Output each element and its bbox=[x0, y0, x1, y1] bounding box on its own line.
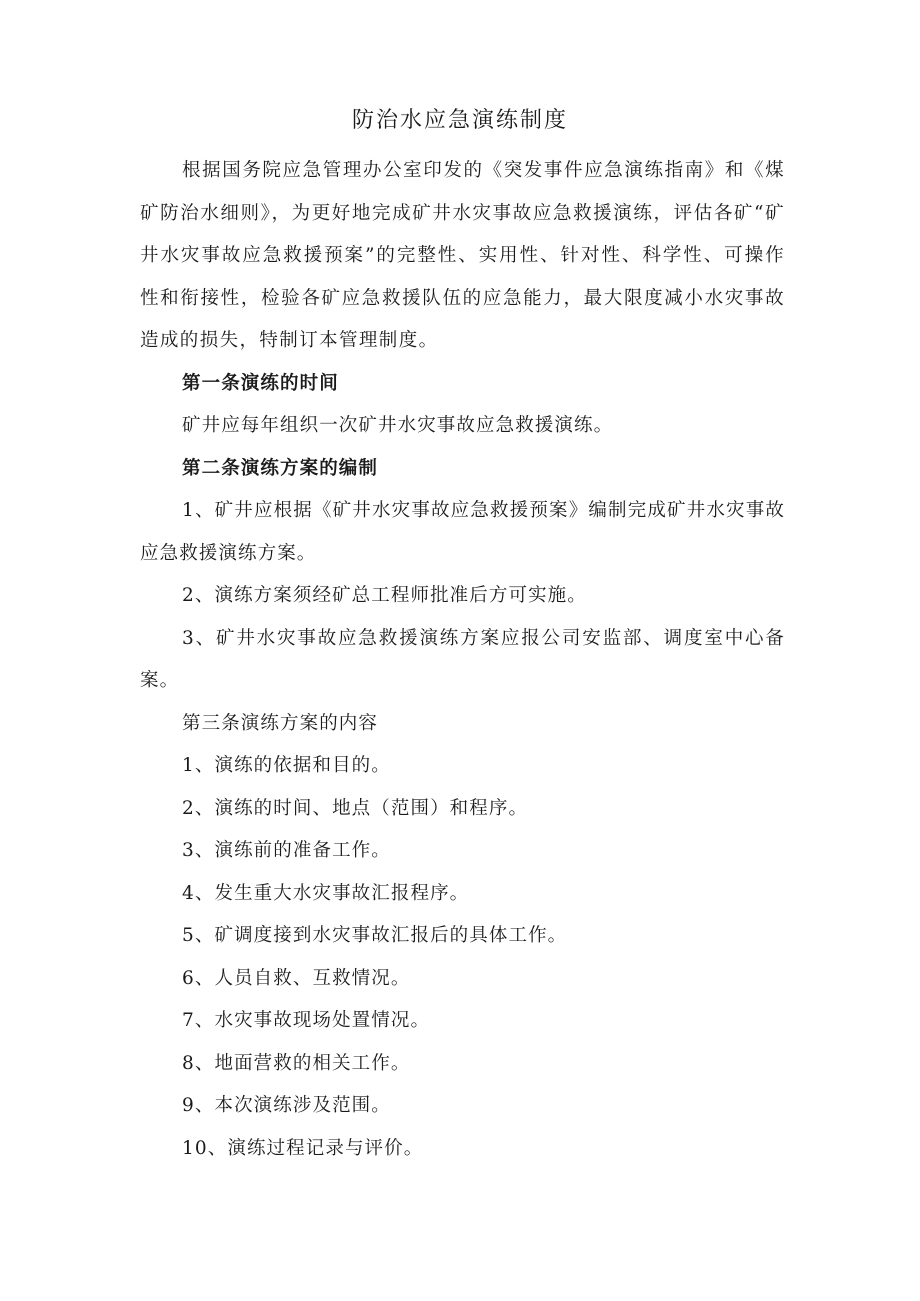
article-3-item-4: 4、发生重大水灾事故汇报程序。 bbox=[182, 882, 470, 904]
article-3-item-8: 8、地面营救的相关工作。 bbox=[182, 1052, 411, 1074]
article-3-item-7: 7、水灾事故现场处置情况。 bbox=[182, 1010, 431, 1031]
article-3-item-9: 9、本次演练涉及范围。 bbox=[182, 1095, 391, 1116]
article-3-item-10: 10、演练过程记录与评价。 bbox=[182, 1137, 424, 1159]
document-body bbox=[140, 150, 785, 1170]
article-3-item-6: 6、人员自救、互救情况。 bbox=[182, 967, 411, 989]
article-2-item-1: 1、矿井应根据《矿井水灾事故应急救援预案》编制完成矿井水灾事故应急救援演练方案。 bbox=[140, 500, 785, 564]
article-2-heading: 第二条演练方案的编制 bbox=[182, 457, 379, 479]
intro-paragraph: 根据国务院应急管理办公室印发的《突发事件应急演练指南》和《煤矿防治水细则》，为更好地完成矿井水灾事故应急救援演练，评估各矿“矿井水灾事故应急救援预案”的完整性、实用性、针对性、科学性、可操作性和衔接性，检验各矿应急救援队伍的应急能力，最大限度减小水灾事故造成的损失，特制订本管理制度。 bbox=[140, 160, 785, 351]
article-1-text: 矿井应每年组织一次矿井水灾事故应急救援演练。 bbox=[182, 415, 614, 436]
article-3-item-5: 5、矿调度接到水灾事故汇报后的具体工作。 bbox=[182, 925, 568, 946]
document-title: 防治水应急演练制度 bbox=[351, 108, 568, 133]
article-2-item-3: 3、矿井水灾事故应急救援演练方案应报公司安监部、调度室中心备案。 bbox=[140, 627, 785, 691]
article-3-item-3: 3、演练前的准备工作。 bbox=[182, 840, 391, 861]
article-2-item-2: 2、演练方案须经矿总工程师批准后方可实施。 bbox=[182, 585, 587, 606]
article-1-heading: 第一条演练的时间 bbox=[182, 372, 339, 394]
article-3-item-2: 2、演练的时间、地点（范围）和程序。 bbox=[182, 797, 529, 819]
article-3-heading: 第三条演练方案的内容 bbox=[182, 712, 379, 734]
article-3-item-1: 1、演练的依据和目的。 bbox=[182, 755, 391, 776]
